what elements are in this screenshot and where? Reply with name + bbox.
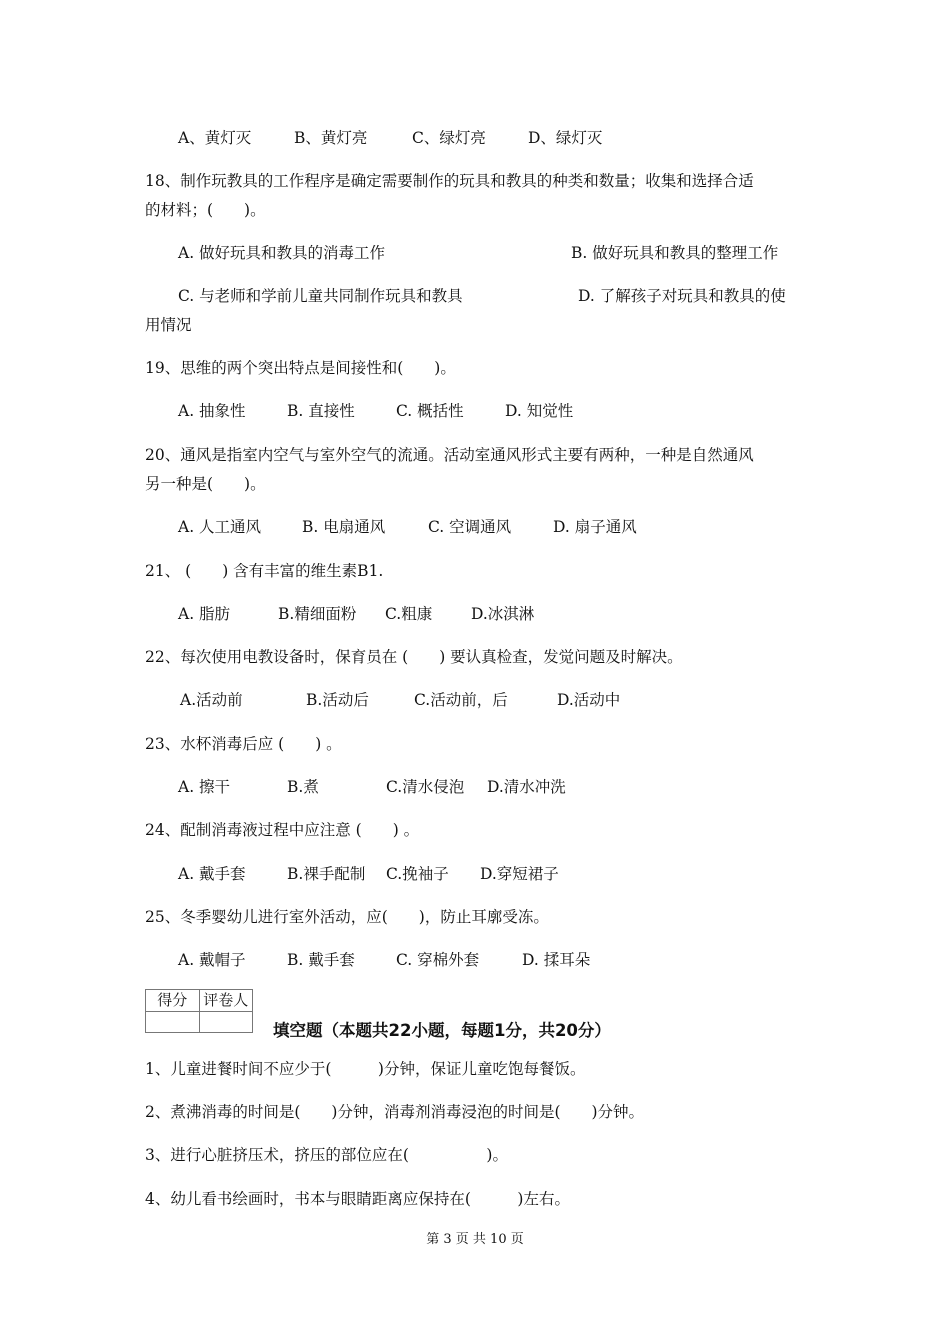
section-title: 填空题（本题共22小题，每题1分，共20分）	[273, 1021, 611, 1040]
q21-stem: 21、 ( ) 含有丰富的维生素B1.	[145, 562, 384, 580]
q25-option-d: D. 揉耳朵	[522, 951, 591, 969]
q25-stem: 25、冬季婴幼儿进行室外活动，应( )，防止耳廓受冻。	[145, 908, 549, 926]
q18-option-d-line2: 用情况	[145, 316, 192, 334]
q20-option-d: D. 扇子通风	[553, 518, 637, 536]
q22-option-a: A.活动前	[180, 691, 243, 709]
q21-option-c: C.粗康	[385, 605, 433, 623]
score-cell	[146, 1011, 200, 1033]
q21-option-a: A. 脂肪	[178, 605, 231, 623]
q20-option-b: B. 电扇通风	[302, 518, 386, 536]
q24-option-b: B.裸手配制	[287, 865, 366, 883]
q24-option-c: C.挽袖子	[386, 865, 449, 883]
q17-option-c: C、绿灯亮	[412, 129, 486, 147]
q17-option-a: A、黄灯灭	[178, 129, 252, 147]
q20-option-c: C. 空调通风	[428, 518, 512, 536]
q22-option-b: B.活动后	[306, 691, 369, 709]
q23-stem: 23、水杯消毒后应 ( ) 。	[145, 735, 342, 753]
score-label: 得分	[146, 990, 200, 1012]
q19-option-d: D. 知觉性	[505, 402, 574, 420]
q24-option-a: A. 戴手套	[178, 865, 246, 883]
q20-stem-line2: 另一种是( )。	[145, 475, 266, 493]
q22-option-c: C.活动前，后	[414, 691, 508, 709]
q24-option-d: D.穿短裙子	[480, 865, 559, 883]
q21-option-d: D.冰淇淋	[471, 605, 535, 623]
q20-option-a: A. 人工通风	[178, 518, 262, 536]
q23-option-a: A. 擦干	[178, 778, 231, 796]
q18-option-a: A. 做好玩具和教具的消毒工作	[178, 244, 386, 262]
fill-blank-2: 2、煮沸消毒的时间是( )分钟，消毒剂消毒浸泡的时间是( )分钟。	[145, 1103, 645, 1121]
grader-label: 评卷人	[199, 990, 253, 1012]
q24-stem: 24、配制消毒液过程中应注意 ( ) 。	[145, 821, 420, 839]
q17-option-b: B、黄灯亮	[294, 129, 368, 147]
q19-option-b: B. 直接性	[287, 402, 355, 420]
grader-cell	[199, 1011, 253, 1033]
fill-blank-3: 3、进行心脏挤压术，挤压的部位应在( )。	[145, 1146, 508, 1164]
q19-option-a: A. 抽象性	[178, 402, 246, 420]
q25-option-b: B. 戴手套	[287, 951, 355, 969]
q23-option-b: B.煮	[287, 778, 319, 796]
q25-option-c: C. 穿棉外套	[396, 951, 480, 969]
q19-option-c: C. 概括性	[396, 402, 464, 420]
q25-option-a: A. 戴帽子	[178, 951, 246, 969]
q20-stem-line1: 20、通风是指室内空气与室外空气的流通。活动室通风形式主要有两种，一种是自然通风	[145, 446, 754, 464]
q19-stem: 19、思维的两个突出特点是间接性和( )。	[145, 359, 456, 377]
q23-option-d: D.清水冲洗	[487, 778, 566, 796]
fill-blank-1: 1、儿童进餐时间不应少于( )分钟，保证儿童吃饱每餐饭。	[145, 1060, 586, 1078]
q18-stem-line1: 18、制作玩教具的工作程序是确定需要制作的玩具和教具的种类和数量；收集和选择合适	[145, 172, 754, 190]
q18-option-d-line1: D. 了解孩子对玩具和教具的使	[578, 287, 786, 305]
q18-option-c: C. 与老师和学前儿童共同制作玩具和教具	[178, 287, 463, 305]
q22-stem: 22、每次使用电教设备时，保育员在 ( ) 要认真检查，发觉问题及时解决。	[145, 648, 683, 666]
score-table	[145, 989, 253, 1033]
fill-blank-4: 4、幼儿看书绘画时，书本与眼睛距离应保持在( )左右。	[145, 1190, 570, 1208]
page-footer: 第 3 页 共 10 页	[426, 1232, 524, 1247]
q23-option-c: C.清水侵泡	[386, 778, 465, 796]
q18-stem-line2: 的材料；( )。	[145, 201, 266, 219]
q21-option-b: B.精细面粉	[278, 605, 357, 623]
q22-option-d: D.活动中	[557, 691, 621, 709]
q17-option-d: D、绿灯灭	[528, 129, 603, 147]
q18-option-b: B. 做好玩具和教具的整理工作	[571, 244, 779, 262]
